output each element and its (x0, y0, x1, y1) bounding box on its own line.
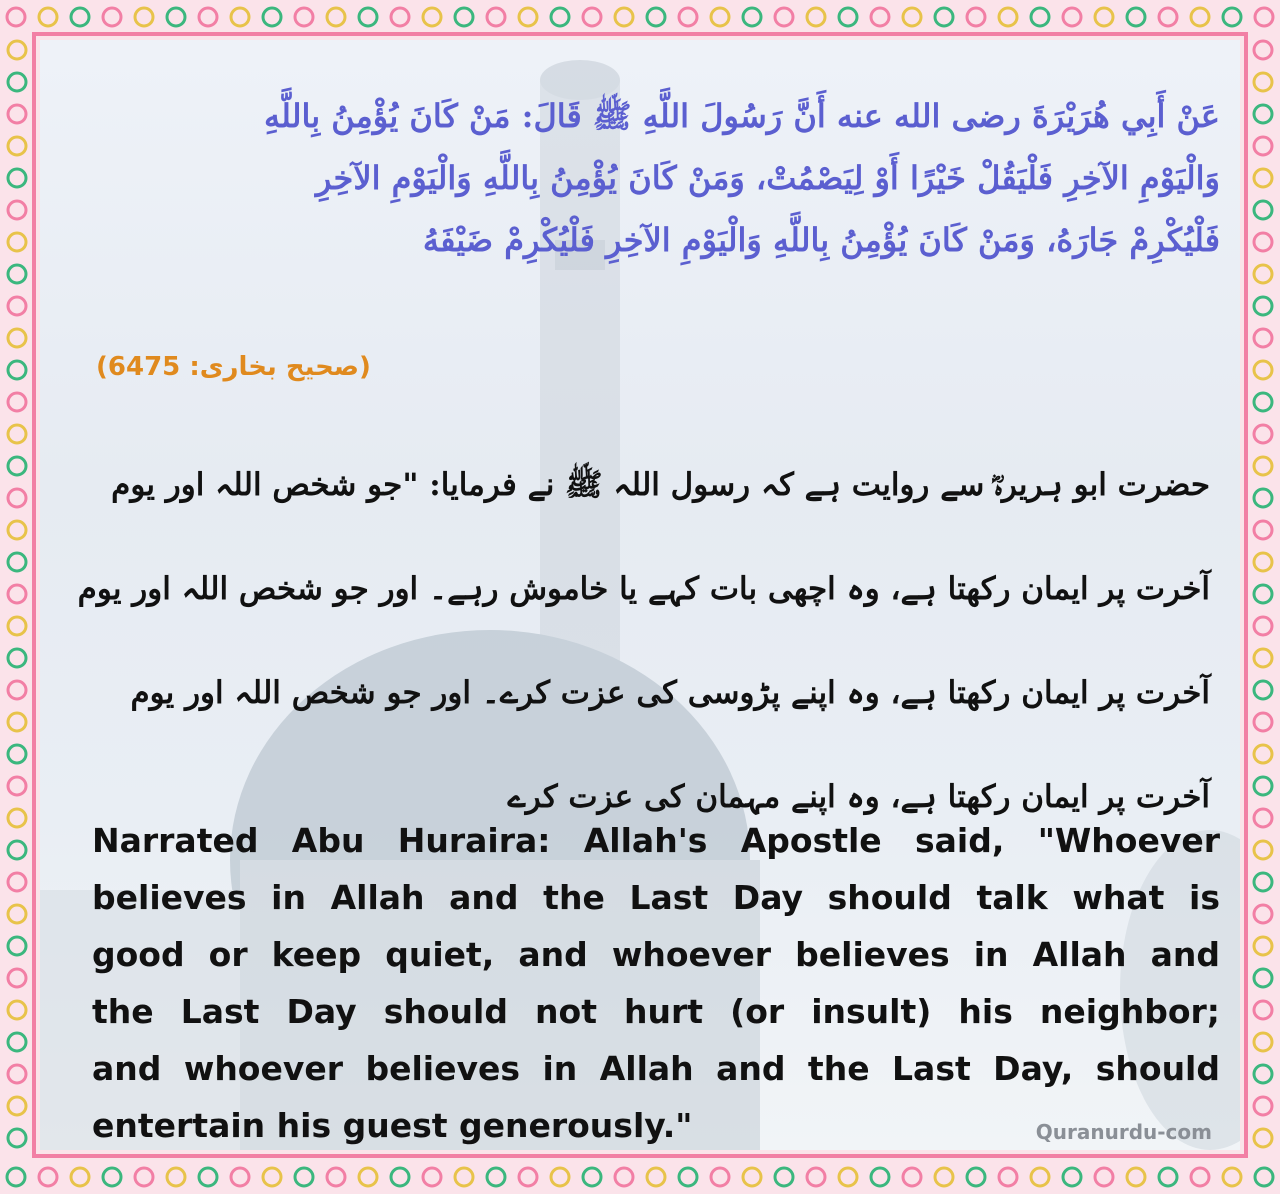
arabic-line: وَالْيَوْمِ الآخِرِ فَلْيَقُلْ خَيْرًا أَوْ لِيَصْمُتْ، وَمَنْ كَانَ يُؤْمِنُ بِاللَّهِ وَالْيَوْمِ الآخِرِ (315, 159, 1220, 197)
english-line: entertain his guest generously." (92, 1106, 693, 1145)
urdu-line: حضرت ابو ہریرہؓ سے روایت ہے کہ رسول اللہ ﷺ نے فرمایا: "جو شخص اللہ اور یوم (111, 467, 1210, 503)
english-line: the Last Day should not hurt (or insult) his neighbor; (92, 992, 1220, 1031)
arabic-line: عَنْ أَبِي هُرَيْرَةَ رضى الله عنه أَنَّ رَسُولَ اللَّهِ ﷺ قَالَ: مَنْ كَانَ يُؤْمِنُ بِاللَّهِ (263, 97, 1220, 135)
urdu-line: آخرت پر ایمان رکھتا ہے، وہ اپنے مہمان کی عزت کرے (507, 779, 1210, 815)
english-translation (92, 812, 1220, 1150)
arabic-hadith-text (90, 85, 1220, 271)
english-line: Narrated Abu Huraira: Allah's Apostle said, "Whoever (92, 821, 1220, 860)
hadith-reference: (صحیح بخاری: 6475) (96, 352, 371, 382)
urdu-line: آخرت پر ایمان رکھتا ہے، وہ اچھی بات کہے یا خاموش رہے۔ اور جو شخص اللہ اور یوم (77, 571, 1210, 607)
english-line: believes in Allah and the Last Day should talk what is (92, 878, 1220, 917)
english-line: good or keep quiet, and whoever believes in Allah and (92, 935, 1220, 974)
english-line: and whoever believes in Allah and the Last Day, should (92, 1049, 1220, 1088)
arabic-line: فَلْيُكْرِمْ جَارَهُ، وَمَنْ كَانَ يُؤْمِنُ بِاللَّهِ وَالْيَوْمِ الآخِرِ فَلْيُكْرِمْ ضَيْفَهُ (422, 221, 1220, 259)
urdu-translation (77, 440, 1210, 856)
urdu-line: آخرت پر ایمان رکھتا ہے، وہ اپنے پڑوسی کی عزت کرے۔ اور جو شخص اللہ اور یوم (130, 675, 1210, 711)
site-watermark: Quranurdu-com (1035, 1120, 1212, 1144)
content-panel (40, 40, 1240, 1150)
